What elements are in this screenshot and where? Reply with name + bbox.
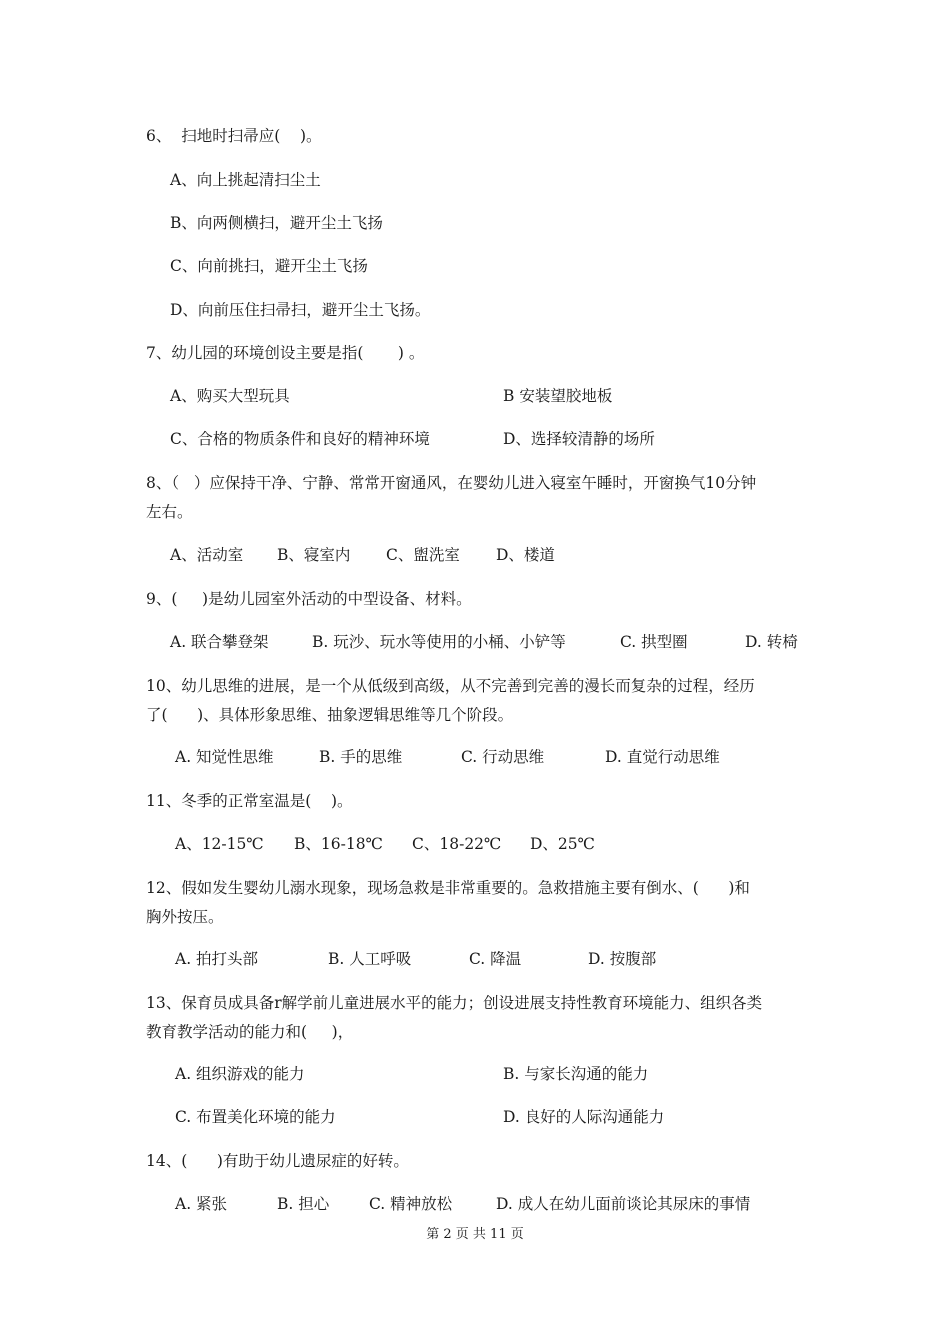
question-6-option-a: A、向上挑起清扫尘土 [170, 171, 321, 189]
question-14-option-c: C. 精神放松 [369, 1195, 453, 1213]
question-9-option-b: B. 玩沙、玩水等使用的小桶、小铲等 [312, 633, 566, 651]
question-14-option-d: D. 成人在幼儿面前谈论其尿床的事情 [496, 1195, 751, 1213]
question-9-option-c: C. 拱型圈 [620, 633, 688, 651]
question-8-option-b: B、寝室内 [277, 546, 351, 564]
question-7-option-a: A、购买大型玩具 [170, 387, 290, 405]
question-10-stem-line-1: 10、幼儿思维的进展，是一个从低级到高级，从不完善到完善的漫长而复杂的过程，经历 [146, 677, 755, 695]
question-7-option-c: C、合格的物质条件和良好的精神环境 [170, 430, 430, 448]
question-11-option-b: B、16-18℃ [294, 835, 383, 853]
question-14-stem: 14、( )有助于幼儿遗尿症的好转。 [146, 1152, 409, 1170]
question-9-option-a: A. 联合攀登架 [170, 633, 269, 651]
question-9-stem: 9、( )是幼儿园室外活动的中型设备、材料。 [146, 590, 472, 608]
question-13-option-b: B. 与家长沟通的能力 [503, 1065, 649, 1083]
question-7-stem: 7、幼儿园的环境创设主要是指( ) 。 [146, 344, 425, 362]
question-14-option-a: A. 紧张 [175, 1195, 228, 1213]
question-11-option-d: D、25℃ [530, 835, 595, 853]
question-9-option-d: D. 转椅 [745, 633, 798, 651]
question-6-option-b: B、向两侧横扫，避开尘土飞扬 [170, 214, 383, 232]
question-10-option-a: A. 知觉性思维 [175, 748, 274, 766]
question-13-stem-line-1: 13、保育员成具备r解学前儿童进展水平的能力；创设进展支持性教育环境能力、组织各类 [146, 994, 763, 1012]
question-13-stem-line-2: 教育教学活动的能力和( )， [146, 1023, 354, 1041]
question-11-option-a: A、12-15℃ [175, 835, 264, 853]
question-12-option-a: A. 拍打头部 [175, 950, 259, 968]
question-6-option-c: C、向前挑扫，避开尘土飞扬 [170, 257, 368, 275]
question-12-option-b: B. 人工呼吸 [328, 950, 412, 968]
question-10-option-d: D. 直觉行动思维 [605, 748, 720, 766]
question-6-stem: 6、 扫地时扫帚应( )。 [146, 127, 322, 145]
question-10-option-b: B. 手的思维 [319, 748, 403, 766]
question-11-stem: 11、冬季的正常室温是( )。 [146, 792, 353, 810]
question-8-stem-line-1: 8、（ ）应保持干净、宁静、常常开窗通风，在婴幼儿进入寝室午睡时，开窗换气10分钟 [146, 474, 757, 492]
question-8-option-a: A、活动室 [170, 546, 244, 564]
question-14-option-b: B. 担心 [277, 1195, 330, 1213]
question-13-option-a: A. 组织游戏的能力 [175, 1065, 305, 1083]
question-8-option-d: D、楼道 [496, 546, 555, 564]
question-11-option-c: C、18-22℃ [412, 835, 502, 853]
question-12-option-c: C. 降温 [469, 950, 522, 968]
page-number-footer: 第 2 页 共 11 页 [426, 1227, 524, 1242]
question-6-option-d: D、向前压住扫帚扫，避开尘土飞扬。 [170, 301, 431, 319]
question-13-option-c: C. 布置美化环境的能力 [175, 1108, 336, 1126]
question-12-stem-line-2: 胸外按压。 [146, 908, 224, 926]
question-7-option-d: D、选择较清静的场所 [503, 430, 655, 448]
question-10-option-c: C. 行动思维 [461, 748, 545, 766]
question-12-stem-line-1: 12、假如发生婴幼儿溺水现象，现场急救是非常重要的。急救措施主要有倒水、( )和 [146, 879, 750, 897]
question-8-option-c: C、盥洗室 [386, 546, 460, 564]
question-12-option-d: D. 按腹部 [588, 950, 657, 968]
question-13-option-d: D. 良好的人际沟通能力 [503, 1108, 665, 1126]
question-8-stem-line-2: 左右。 [146, 503, 193, 521]
question-7-option-b: B 安装望胶地板 [503, 387, 613, 405]
question-10-stem-line-2: 了( )、具体形象思维、抽象逻辑思维等几个阶段。 [146, 706, 514, 724]
